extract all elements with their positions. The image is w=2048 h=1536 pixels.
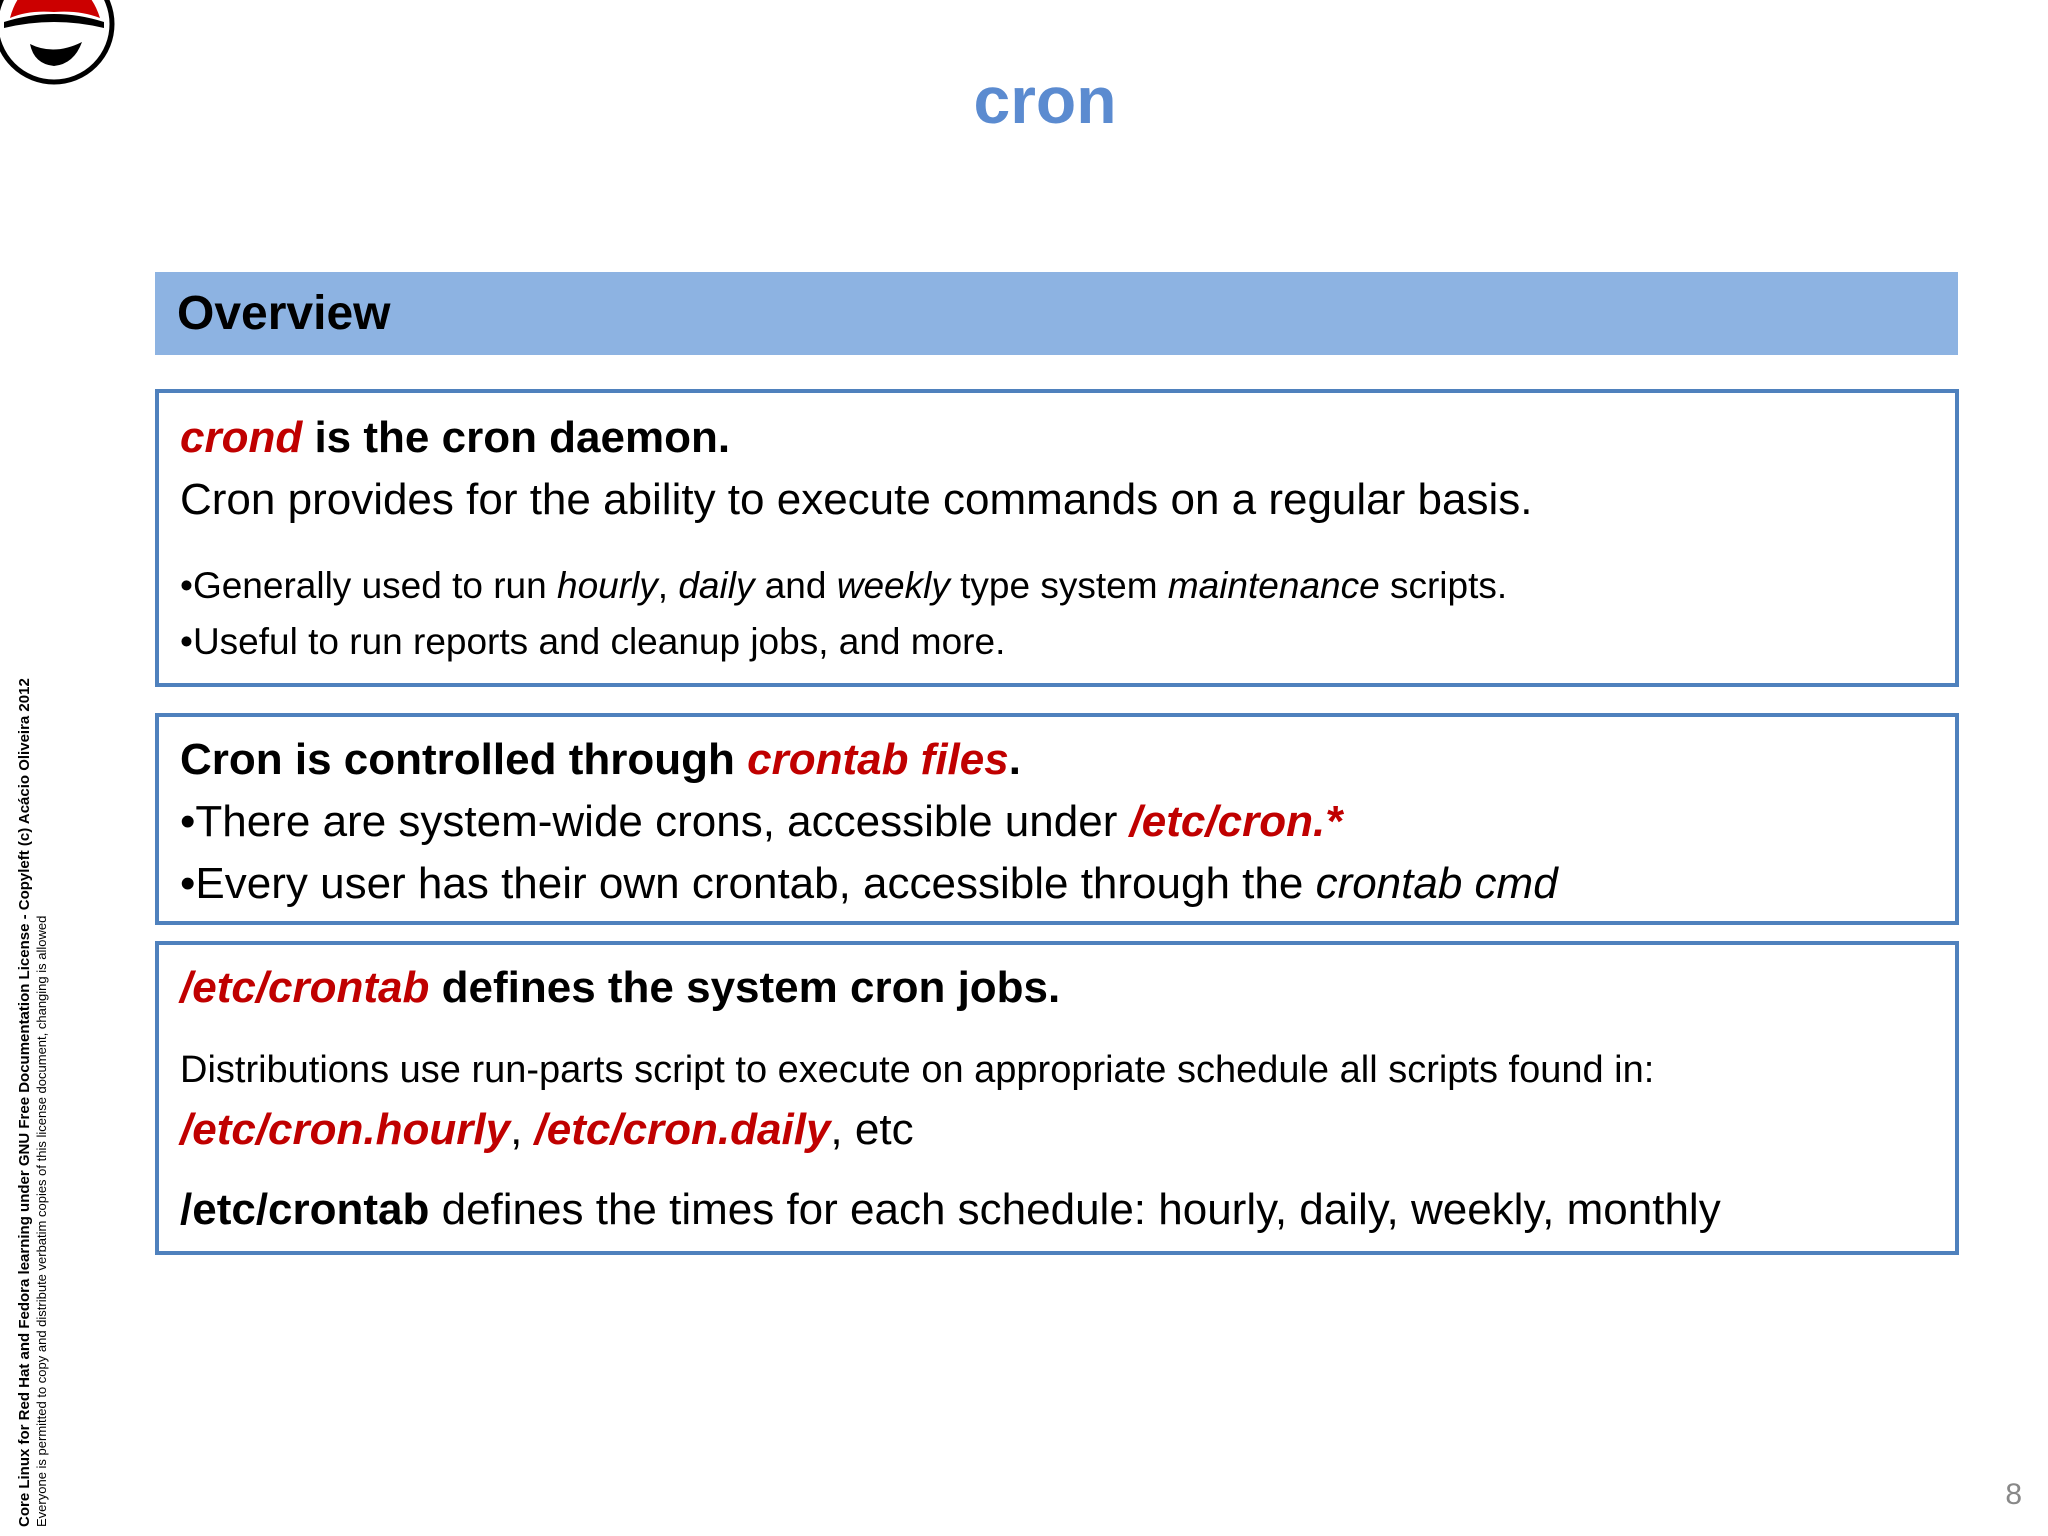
etc-cron-daily-path: /etc/cron.daily (534, 1105, 831, 1154)
etc-crontab-heading: /etc/crontab defines the system cron jobs. (180, 963, 1061, 1012)
page-number: 8 (2005, 1478, 2022, 1511)
crond-term: crond (180, 413, 303, 462)
schedule-times-line: /etc/crontab defines the times for each schedule: hourly, daily, weekly, monthly (180, 1185, 1721, 1234)
crontab-bullet-1: •There are system-wide crons, accessible under /etc/cron.* (180, 797, 1343, 846)
etc-cron-hourly-path: /etc/cron.hourly (180, 1105, 511, 1154)
etc-cron-path: /etc/cron.* (1129, 797, 1343, 846)
license-line-2: Everyone is permitted to copy and distribute verbatim copies of this license document, changing is allowed (34, 915, 49, 1527)
etc-crontab-box (155, 941, 1959, 1255)
slide-title: cron (973, 63, 1117, 137)
crond-description: Cron provides for the ability to execute commands on a regular basis. (180, 475, 1533, 524)
crond-box (155, 389, 1959, 687)
crond-heading-text: is the cron daemon. (302, 413, 731, 462)
cron-dirs-line: /etc/cron.hourly, /etc/cron.daily, etc (180, 1105, 914, 1154)
crond-bullet-2: •Useful to run reports and cleanup jobs, and more. (180, 621, 1006, 662)
crond-heading (180, 413, 730, 463)
license-sidebar (16, 678, 50, 1527)
overview-label: Overview (177, 287, 391, 340)
license-line-1: Core Linux for Red Hat and Fedora learning under GNU Free Documentation License - Copyleft (c) Acácio Oliveira 2012 (16, 678, 33, 1527)
crond-bullet-1: •Generally used to run hourly, daily and weekly type system maintenance scripts. (180, 565, 1508, 606)
overview-header (155, 272, 1958, 355)
etc-crontab-term: /etc/crontab (180, 963, 430, 1012)
crontab-files-term: crontab files (747, 735, 1009, 784)
crontab-bullet-2: •Every user has their own crontab, accessible through the crontab cmd (180, 859, 1558, 908)
crontab-cmd-term: crontab cmd (1315, 859, 1558, 908)
crontab-heading: Cron is controlled through crontab files. (180, 735, 1021, 784)
run-parts-description: Distributions use run-parts script to execute on appropriate schedule all scripts found in: (180, 1049, 1655, 1091)
crontab-files-box (155, 713, 1959, 925)
